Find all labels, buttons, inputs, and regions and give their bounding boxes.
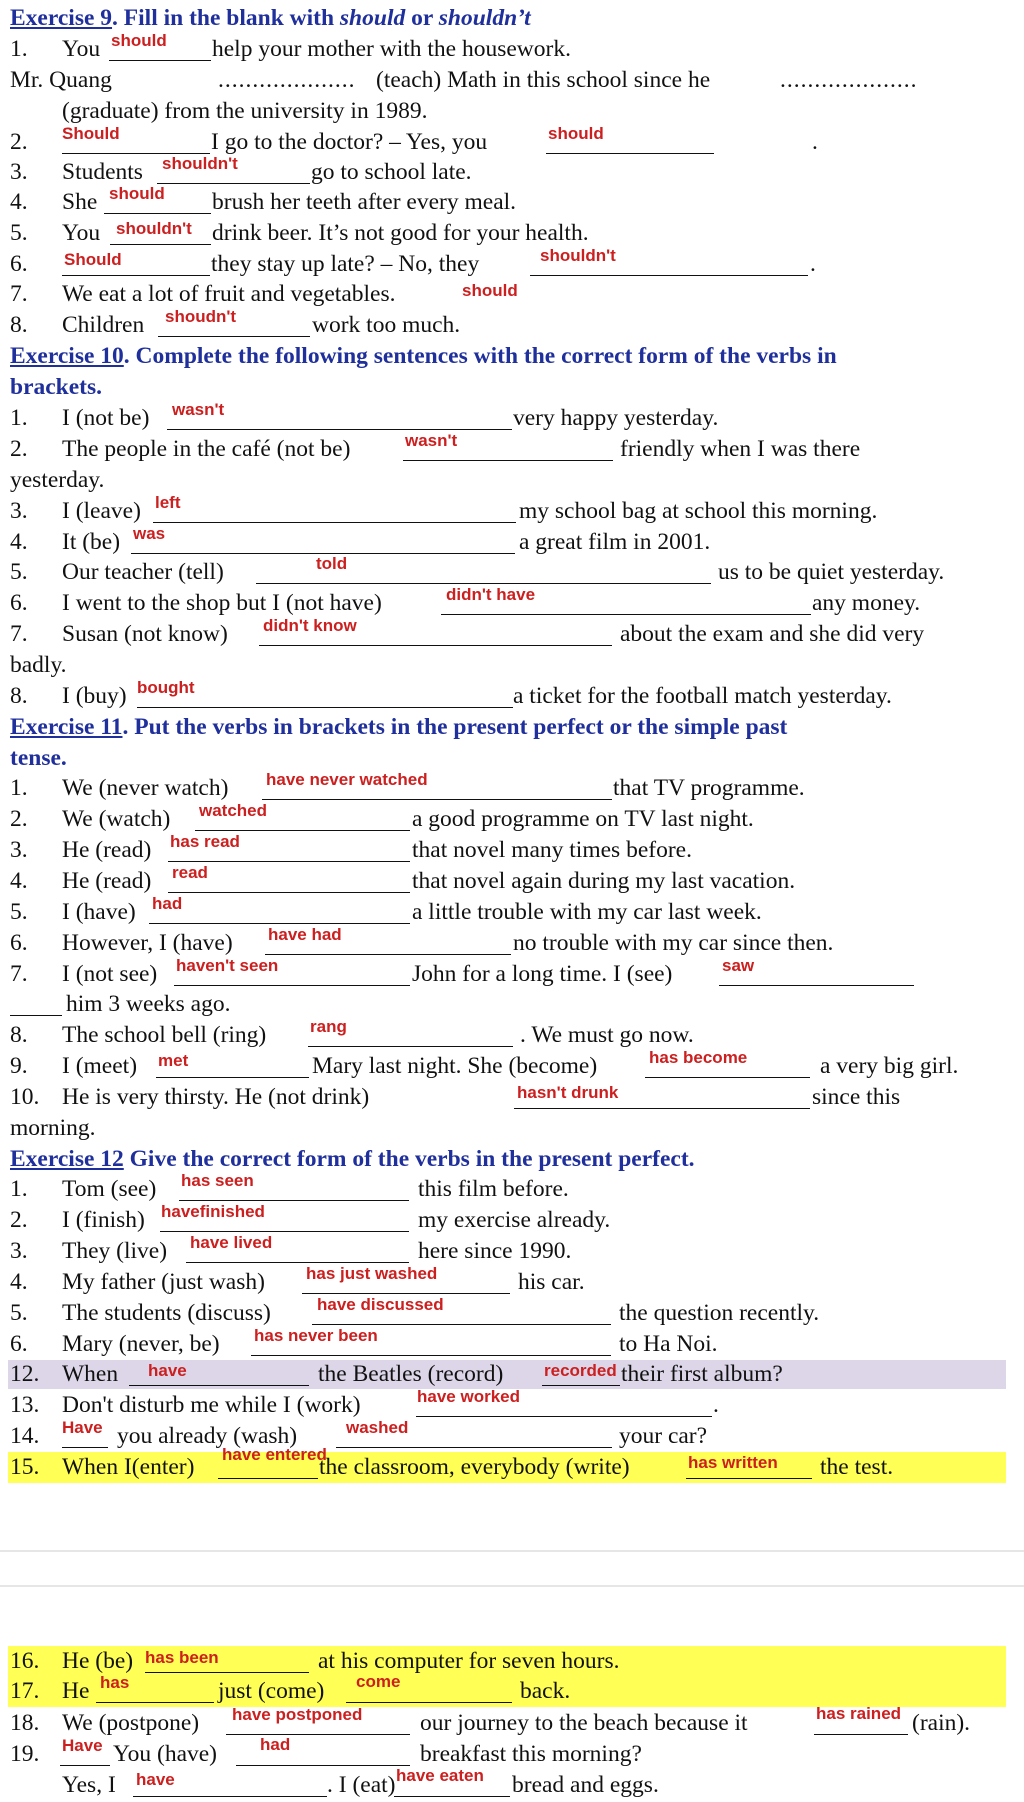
ex9-q3: 3. Students shouldn't go to school late.: [10, 154, 472, 185]
ex9-q4: 4. She should brush her teeth after every meal.: [10, 184, 517, 215]
ex11-heading: Exercise 11. Put the verbs in brackets in the present perfect or the simple past: [10, 714, 788, 740]
ex11-q6: 6. However, I (have) have had no trouble with my car since then.: [10, 925, 834, 956]
ex10-q2: 2. The people in the café (not be) wasn't friendly when I was there: [10, 431, 861, 462]
ex12-q17: 17. He has just (come) come back.: [10, 1672, 571, 1704]
answer-blank[interactable]: [149, 897, 410, 924]
ex10-q1: 1. I (not be) wasn't very happy yesterday.: [10, 400, 719, 431]
ex10-q8: 8. I (buy) bought a ticket for the football match yesterday.: [10, 678, 892, 709]
ex11-q10-cont: morning.: [10, 1115, 96, 1141]
ex11-q9: 9. I (meet) met Mary last night. She (become) has become a very big girl.: [10, 1048, 959, 1079]
ex12-heading: Exercise 12 Give the correct form of the verbs in the present perfect.: [10, 1146, 695, 1172]
answer-blank-tail: [10, 989, 62, 1016]
ex9-heading: Exercise 9. Fill in the blank with should or shouldn’t: [10, 5, 531, 31]
ex11-q10: 10. He is very thirsty. He (not drink) hasn't drunk since this: [10, 1083, 901, 1110]
ex11-q2: 2. We (watch) watched a good programme on TV last night.: [10, 801, 754, 832]
ex11-q8: 8. The school bell (ring) rang . We must go now.: [10, 1017, 694, 1048]
ex9-q1: 1. You should help your mother with the housework.: [10, 31, 571, 62]
ex11-q4: 4. He (read) read that novel again during my last vacation.: [10, 863, 796, 894]
answer-blank[interactable]: [153, 496, 516, 523]
ex10-q2-cont: yesterday.: [10, 467, 105, 493]
ex10-q4: 4. It (be) was a great film in 2001.: [10, 524, 711, 555]
ex12-q1: 1. Tom (see) has seen this film before.: [10, 1171, 569, 1202]
ex10-q5: 5. Our teacher (tell) told us to be quiet yesterday.: [10, 554, 945, 585]
ex12-q19-cont: Yes, I have . I (eat) have eaten bread and eggs.: [62, 1766, 659, 1798]
ex12-q14: 14. Have you already (wash) washed your car?: [10, 1418, 708, 1449]
ex10-q7-cont: badly.: [10, 652, 67, 678]
ex9-mr-quang-cont: (graduate) from the university in 1989.: [62, 98, 428, 124]
ex10-q6: 6. I went to the shop but I (not have) didn't have any money.: [10, 585, 921, 616]
ex9-q6: 6. Should they stay up late? – No, they shouldn't .: [10, 246, 816, 277]
ex9-mr-quang: Mr. Quang .................... (teach) Math in this school since he ....................: [10, 67, 918, 93]
ex10-heading-cont: brackets.: [10, 374, 103, 400]
ex12-q6: 6. Mary (never, be) has never been to Ha Noi.: [10, 1326, 718, 1357]
ex12-q2: 2. I (finish) havefinished my exercise already.: [10, 1202, 611, 1233]
ex12-q4: 4. My father (just wash) has just washed his car.: [10, 1264, 585, 1295]
ex11-q7: 7. I (not see) haven't seen John for a long time. I (see) saw: [0, 959, 1024, 990]
answer-blank[interactable]: [131, 527, 515, 554]
ex10-heading: Exercise 10. Complete the following sentences with the correct form of the verbs in: [10, 343, 837, 369]
ex9-q7: 7. We eat a lot of fruit and vegetables. should: [10, 281, 518, 307]
ex11-q5: 5. I (have) had a little trouble with my car last week.: [10, 894, 762, 925]
ex12-q13: 13. Don't disturb me while I (work) have worked .: [10, 1387, 719, 1418]
ex11-q1: 1. We (never watch) have never watched that TV programme.: [10, 770, 805, 801]
ex10-q7: 7. Susan (not know) didn't know about the exam and she did very: [10, 616, 925, 647]
ex9-q5: 5. You shouldn't drink beer. It’s not good for your health.: [10, 219, 589, 246]
ex11-q7-cont: him 3 weeks ago.: [0, 989, 1024, 1020]
ex9-q2: 2. Should I go to the doctor? – Yes, you should .: [10, 124, 818, 155]
ex12-q5: 5. The students (discuss) have discussed the question recently.: [10, 1295, 820, 1326]
ex12-q3: 3. They (live) have lived here since 1990.: [10, 1233, 572, 1264]
ex11-q3: 3. He (read) has read that novel many times before.: [10, 832, 692, 863]
ex11-heading-cont: tense.: [10, 745, 67, 771]
divider-band: [0, 1585, 1024, 1587]
ex12-q16: 16. He (be) has been at his computer for seven hours.: [10, 1648, 620, 1674]
ex12-q18: 18. We (postpone) have postponed our journey to the beach because it has rained (rain).: [10, 1704, 971, 1736]
ex12-q12: 12. When have the Beatles (record) recorded their first album?: [10, 1361, 783, 1387]
ex9-q8: 8. Children shoudn't work too much.: [10, 307, 461, 338]
divider-band: [0, 1550, 1024, 1552]
ex12-q19: 19. Have You (have) had breakfast this morning?: [10, 1735, 642, 1767]
ex12-q15: 15. When I(enter) have entered the classroom, everybody (write) has written the test.: [10, 1445, 894, 1480]
ex10-q3: 3. I (leave) left my school bag at school this morning.: [10, 493, 878, 524]
